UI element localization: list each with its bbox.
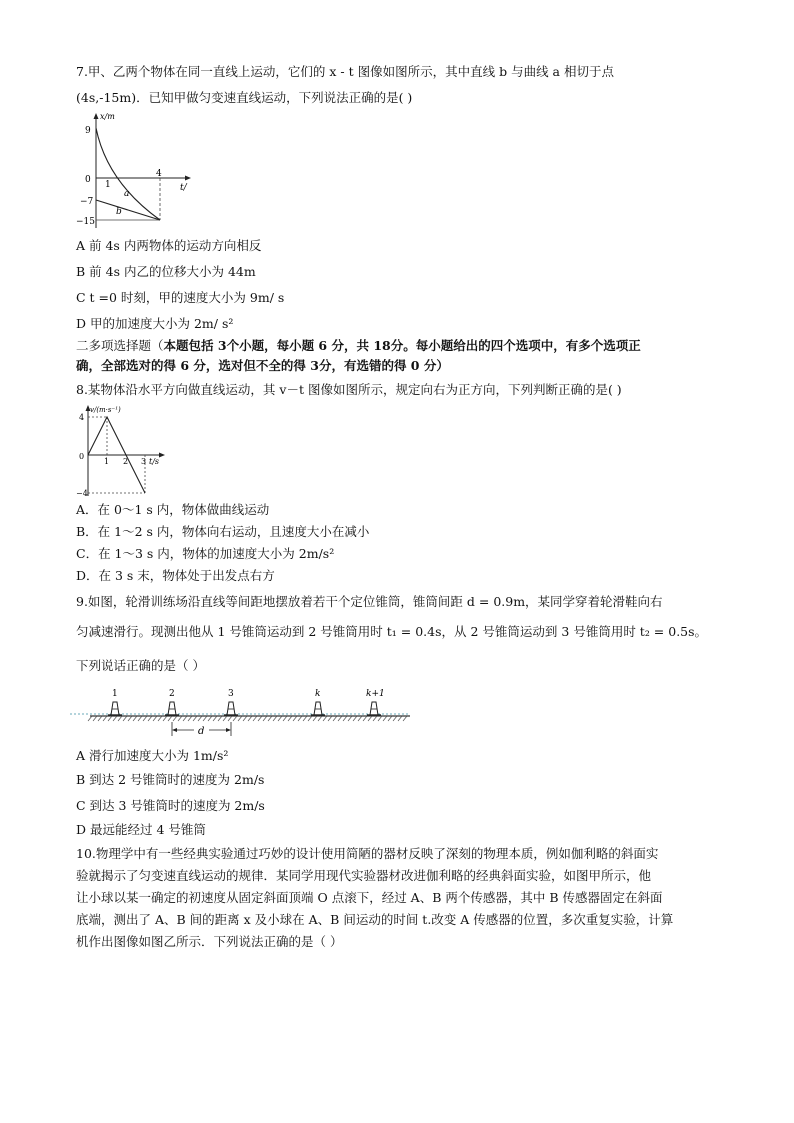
- section2-prefix: 二多项选择题（: [76, 338, 164, 353]
- q8-option-c: C．在 1～3 s 内，物体的加速度大小为 2m/s²: [76, 546, 335, 561]
- q7-option-c: C t =0 时刻，甲的速度大小为 9m/ s: [76, 290, 285, 305]
- q9-stem-line1: 9.如图，轮滑训练场沿直线等间距地摆放着若干个定位锥筒，锥筒间距 d = 0.9m，某同学穿着轮滑鞋向右: [76, 594, 663, 609]
- q8-vt-graph: [76, 402, 170, 498]
- section2-rules-2: 确，全部选对的得 6 分，选对但不全的得 3分，有选错的得 0 分）: [76, 358, 449, 373]
- q8-tick-4: 4: [79, 413, 85, 422]
- q9-cone-k1-label: k+1: [366, 689, 385, 699]
- q9-option-b: B 到达 2 号锥筒时的速度为 2m/s: [76, 772, 265, 787]
- q8-y-label: v/(m·s⁻¹): [90, 406, 121, 414]
- q9-cone-2-label: 2: [169, 689, 175, 699]
- q9-d-label: d: [198, 726, 205, 737]
- q8-tick-2: 2: [123, 457, 129, 466]
- q8-option-b: B．在 1～2 s 内，物体向右运动，且速度大小在减小: [76, 524, 370, 539]
- q8-x-label: t/s: [149, 457, 160, 466]
- q8-tick-1: 1: [104, 457, 110, 466]
- q7-tick-4: 4: [156, 169, 162, 179]
- q8-option-d: D．在 3 s 末，物体处于出发点右方: [76, 568, 275, 583]
- q9-cone-1-label: 1: [112, 689, 118, 699]
- q7-tick-neg15: −15: [76, 217, 95, 227]
- q7-option-d: D 甲的加速度大小为 2m/ s²: [76, 316, 234, 331]
- q9-stem-line3: 下列说话正确的是（ ）: [76, 658, 205, 673]
- q7-y-label: x/m: [100, 112, 115, 121]
- q10-line1: 10.物理学中有一些经典实验通过巧妙的设计使用简陋的器材反映了深刻的物理本质，例如伽利略的斜面实: [76, 846, 659, 861]
- q9-option-a: A 滑行加速度大小为 1m/s²: [76, 748, 229, 763]
- q8-option-a: A．在 0～1 s 内，物体做曲线运动: [76, 502, 270, 517]
- q7-label-b: b: [116, 207, 122, 217]
- q7-x-label: t/: [180, 183, 187, 193]
- section2-heading-line1: [76, 336, 736, 356]
- section2-rules-1: 本题包括 3个小题，每小题 6 分，共 18分。每小题给出的四个选项中，有多个选项正: [163, 338, 641, 353]
- q7-option-a: A 前 4s 内两物体的运动方向相反: [76, 238, 262, 253]
- q9-stem-line2: 匀减速滑行。现测出他从 1 号锥筒运动到 2 号锥筒用时 t₁ = 0.4s，从 2 号锥筒运动到 3 号锥筒用时 t₂ = 0.5s。: [76, 624, 708, 639]
- q8-stem: 8.某物体沿水平方向做直线运动，其 v－t 图像如图所示，规定向右为正方向，下列判断正确的是( ): [76, 382, 622, 397]
- q10-line4: 底端，测出了 A、B 间的距离 x 及小球在 A、B 间运动的时间 t.改变 A 传感器的位置，多次重复实验，计算: [76, 912, 674, 927]
- q7-label-a: a: [124, 189, 130, 199]
- q8-tick-0: 0: [79, 452, 85, 461]
- q9-cone-k-label: k: [315, 689, 321, 699]
- q9-option-d: D 最远能经过 4 号锥筒: [76, 822, 206, 837]
- q7-xt-graph: [76, 110, 196, 232]
- q9-cone-3-label: 3: [228, 689, 234, 699]
- q7-tick-9: 9: [85, 126, 91, 136]
- q7-option-b: B 前 4s 内乙的位移大小为 44m: [76, 264, 256, 279]
- q7-stem-line2: (4s,-15m)．已知甲做匀变速直线运动，下列说法正确的是( ): [76, 90, 413, 105]
- q10-line3: 让小球以某一确定的初速度从固定斜面顶端 O 点滚下，经过 A、B 两个传感器，其中 B 传感器固定在斜面: [76, 890, 663, 905]
- q10-line2: 验就揭示了匀变速直线运动的规律．某同学用现代实验器材改进伽利略的经典斜面实验，如图甲所示，他: [76, 868, 652, 883]
- q7-stem-line1: 7.甲、乙两个物体在同一直线上运动，它们的 x - t 图像如图所示，其中直线 b 与曲线 a 相切于点: [76, 64, 614, 79]
- q7-tick-neg7: −7: [80, 197, 94, 207]
- q7-tick-0: 0: [85, 175, 91, 185]
- q9-option-c: C 到达 3 号锥筒时的速度为 2m/s: [76, 798, 265, 813]
- q7-tick-1: 1: [105, 180, 111, 190]
- q8-tick-3: 3: [141, 457, 147, 466]
- q8-tick-neg4: −4: [76, 489, 88, 498]
- q9-cone-figure: [70, 684, 415, 742]
- q10-line5: 机作出图像如图乙所示．下列说法正确的是（ ）: [76, 934, 343, 949]
